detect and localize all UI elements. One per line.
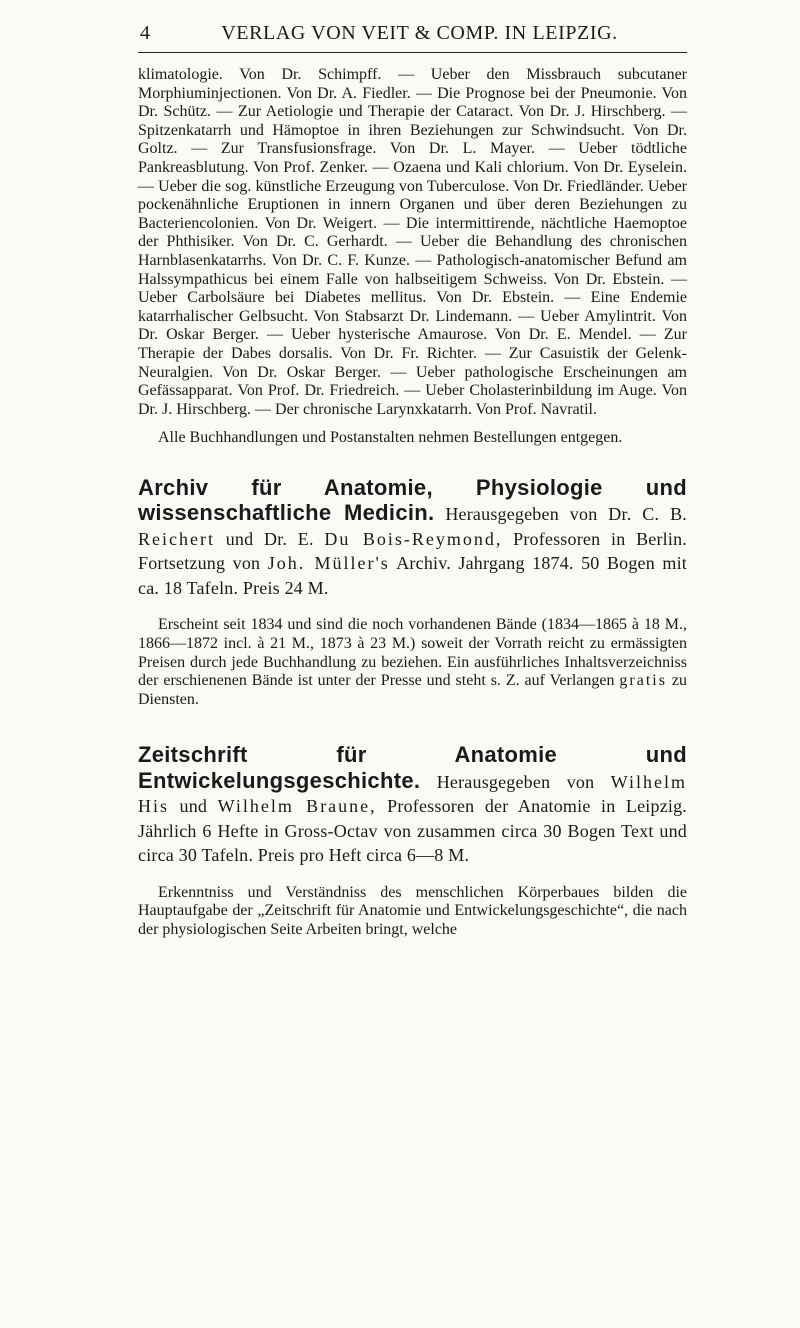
advert-zeitschrift-title: Zeitschrift für Anatomie und Entwickelungsgeschichte.	[138, 742, 687, 793]
advert-archiv-affiliation: Professoren in Berlin. Fortsetzung von	[138, 528, 687, 574]
page-number: 4	[140, 22, 150, 44]
advert-archiv	[138, 476, 687, 709]
advert-zeitschrift-editor-2: Wilhelm Braune,	[217, 796, 377, 817]
advert-zeitschrift-publisher-text: Herausgegeben von	[436, 771, 595, 792]
advert-archiv-description-end: zu Diensten.	[138, 672, 688, 708]
header-rule	[138, 52, 687, 53]
advert-archiv-editor-1: Reichert	[138, 528, 215, 549]
advert-archiv-continuation: Joh. Müller's	[267, 553, 390, 574]
advert-archiv-and: und Dr. E.	[225, 528, 314, 549]
advert-archiv-editor-2: Du Bois-Reymond,	[324, 528, 503, 549]
advert-archiv-description	[138, 616, 687, 709]
advert-archiv-details: Archiv. Jahrgang 1874. 50 Bogen mit ca. 18 Tafeln. Preis 24 M.	[138, 553, 688, 598]
advert-zeitschrift-and: und	[179, 796, 208, 817]
advert-archiv-heading	[138, 476, 687, 601]
running-title: VERLAG VON VEIT & COMP. IN LEIPZIG.	[221, 22, 618, 44]
advert-archiv-publisher-text: Herausgegeben von Dr. C. B.	[445, 504, 688, 525]
advert-archiv-title: Archiv für Anatomie, Physiologie und wissenschaftliche Medicin.	[138, 474, 687, 526]
orders-note: Alle Buchhandlungen und Postanstalten nehmen Bestellungen entgegen.	[158, 429, 623, 447]
advert-zeitschrift-description: Erkenntniss und Verständniss des menschlichen Körperbaues bilden die Hauptaufgabe der „Zeitschrift für Anatomie und Entwickelungsgeschichte“, die nach der physiologischen Seite Arbeiten bringt, welche	[138, 883, 687, 939]
advert-zeitschrift	[138, 743, 687, 939]
advert-archiv-gratis: gratis	[619, 672, 667, 690]
advert-archiv-description-text: Erscheint seit 1834 und sind die noch vorhandenen Bände (1834—1865 à 18 M., 1866—1872 incl. à 21 M., 1873 à 23 M.) soweit der Vorrath reicht zu ermässigten Preisen durch jede Buchhandlung zu beziehen. Ein ausführliches Inhaltsverzeichniss der erschienenen Bände ist unter der Presse und steht s. Z. auf Verlangen	[138, 616, 687, 690]
advert-zeitschrift-editor-1: Wilhelm His	[138, 771, 687, 817]
contents-list-paragraph: klimatologie. Von Dr. Schimpff. — Ueber den Missbrauch subcutaner Morphiuminjectionen. Von Dr. A. Fiedler. — Die Prognose bei der Pneumonie. Von Dr. Schütz. — Zur Aetiologie und Therapie der Cataract. Von Dr. J. Hirschberg. — Spitzenkatarrh und Hämoptoe in ihren Beziehungen zur Schwindsucht. Von Dr. Goltz. — Zur Transfusionsfrage. Von Dr. L. Mayer. — Ueber tödtliche Pankreasblutung. Von Prof. Zenker. — Ozaena und Kali chlorium. Von Dr. Eyselein. — Ueber die sog. künstliche Erzeugung von Tuberculose. Von Dr. Friedländer. Ueber pockenähnliche Eruptionen in innern Organen und über deren Beziehungen zu Bacteriencolonien. Von Dr. Weigert. — Die intermittirende, nächtliche Haemoptoe der Phthisiker. Von Dr. C. Gerhardt. — Ueber die Behandlung des chronischen Harnblasenkatarrhs. Von Dr. C. F. Kunze. — Pathologisch-anatomischer Befund am Halssympathicus bei einem Falle von halbseitigem Schweiss. Von Dr. Ebstein. — Ueber Carbolsäure bei Diabetes mellitus. Von Dr. Ebstein. — Eine Endemie katarrhalischer Gelbsucht. Von Stabsarzt Dr. Lindemann. — Ueber Amylintrit. Von Dr. Oskar Berger. — Ueber hysterische Amaurose. Von Dr. E. Mendel. — Zur Therapie der Dabes dorsalis. Von Dr. Fr. Richter. — Zur Casuistik der Gelenk-Neuralgien. Von Dr. Oskar Berger. — Ueber pathologische Erscheinungen am Gefässapparat. Von Prof. Dr. Friedreich. — Ueber Cholasterinbildung im Auge. Von Dr. J. Hirschberg. — Der chronische Larynxkatarrh. Von Prof. Navratil.	[138, 66, 687, 418]
advert-zeitschrift-details: Professoren der Anatomie in Leipzig. Jährlich 6 Hefte in Gross-Octav von zusammen circa 30 Bogen Text und circa 30 Tafeln. Preis pro Heft circa 6—8 M.	[138, 796, 687, 866]
text-column	[138, 66, 687, 940]
running-header	[140, 22, 687, 50]
advert-zeitschrift-heading	[138, 743, 687, 868]
